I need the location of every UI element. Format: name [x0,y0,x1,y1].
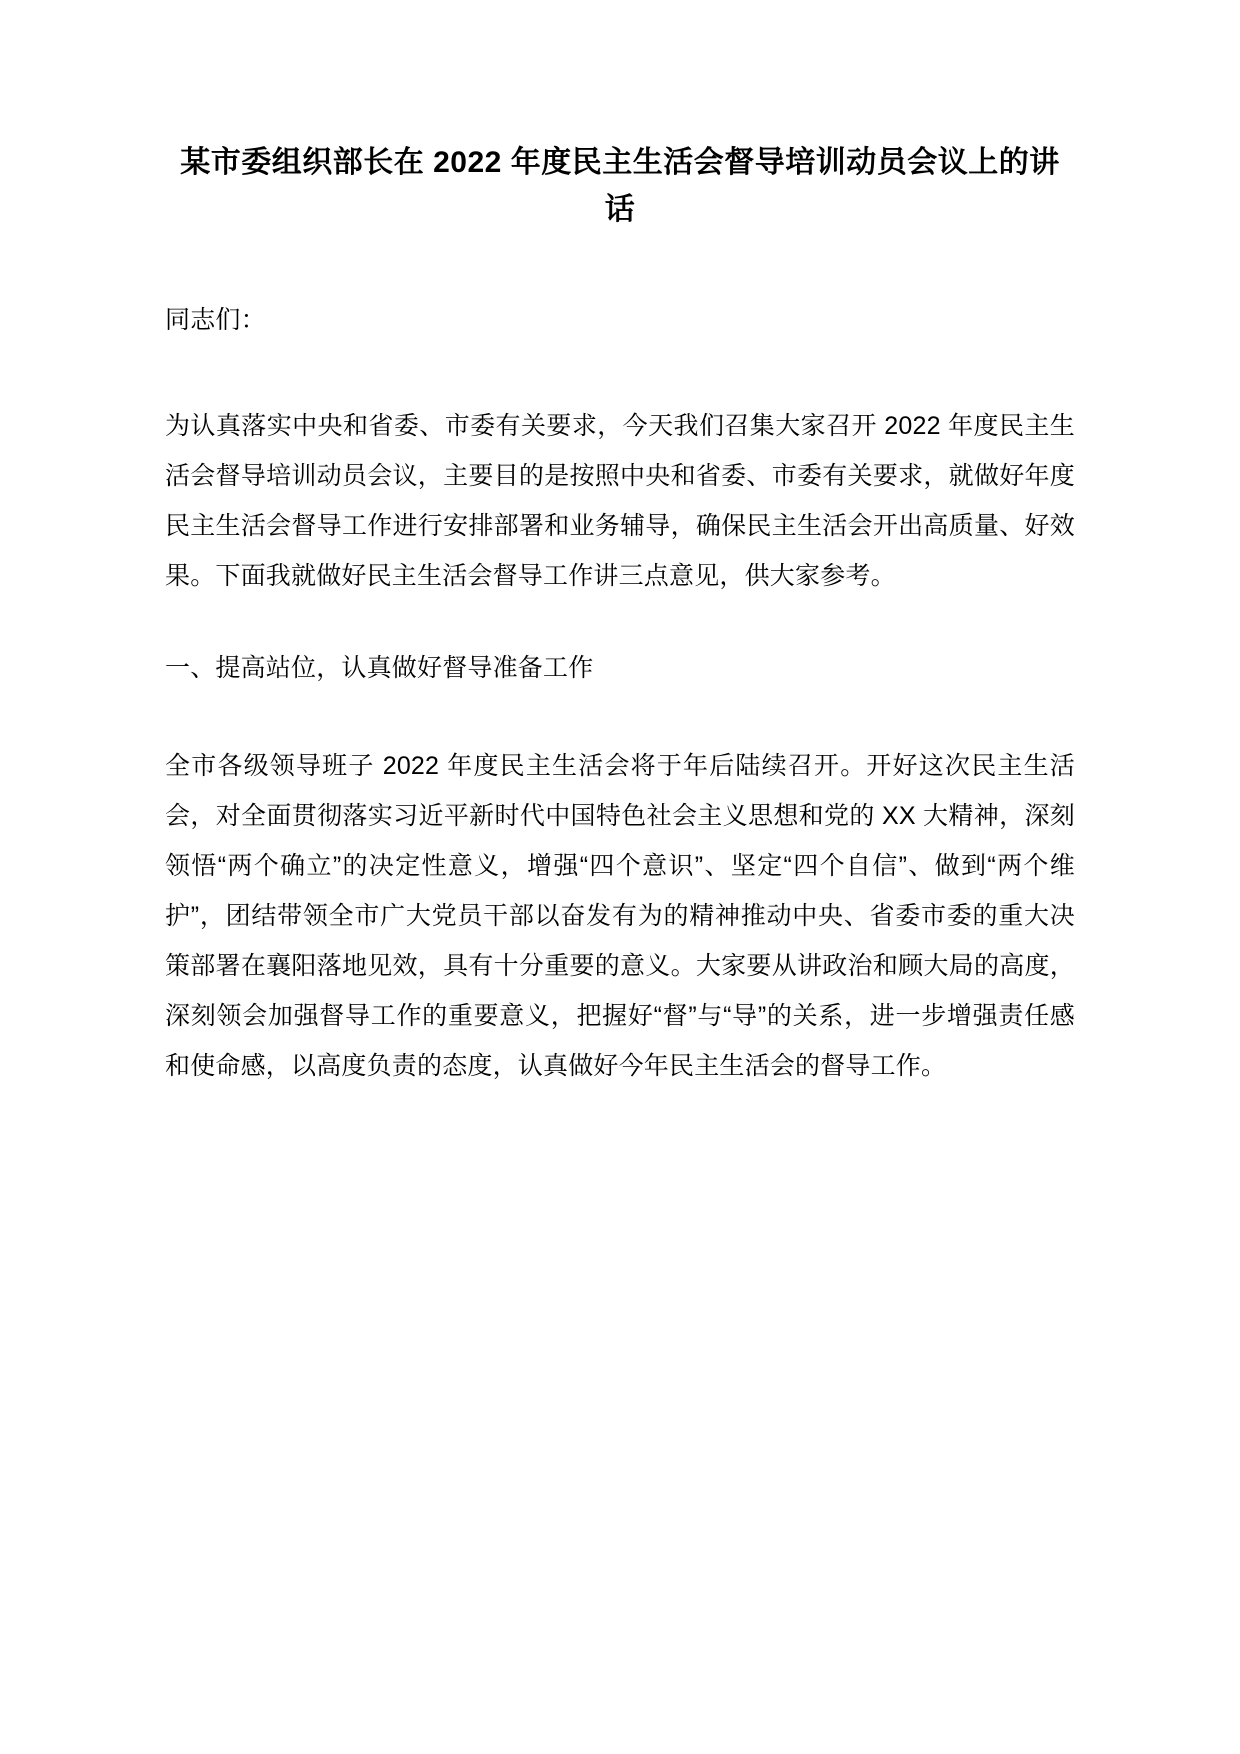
paragraph-intro: 为认真落实中央和省委、市委有关要求，今天我们召集大家召开 2022 年度民主生活会督导培训动员会议，主要目的是按照中央和省委、市委有关要求，就做好年度民主生活会督导工作进行安排部署和业务辅导，确保民主生活会开出高质量、好效果。下面我就做好民主生活会督导工作讲三点意见，供大家参考。 [165,412,1075,590]
section-heading-one: 一、提高站位，认真做好督导准备工作 [165,654,594,682]
page-title: 某市委组织部长在 2022 年度民主生活会督导培训动员会议上的讲话 [180,146,1060,226]
paragraph-salutation: 同志们： [165,306,266,334]
paragraph-section-one-body: 全市各级领导班子 2022 年度民主生活会将于年后陆续召开。开好这次民主生活会，对全面贯彻落实习近平新时代中国特色社会主义思想和党的 XX 大精神，深刻领悟“两个确立”的决定性意义，增强“四个意识”、坚定“四个自信”、做到“两个维护”，团结带领全市广大党员干部以奋发有为的精神推动中央、省委市委的重大决策部署在襄阳落地见效，具有十分重要的意义。大家要从讲政治和顾大局的高度，深刻领会加强督导工作的重要意义，把握好“督”与“导”的关系，进一步增强责任感和使命感，以高度负责的态度，认真做好今年民主生活会的督导工作。 [165,752,1075,1080]
